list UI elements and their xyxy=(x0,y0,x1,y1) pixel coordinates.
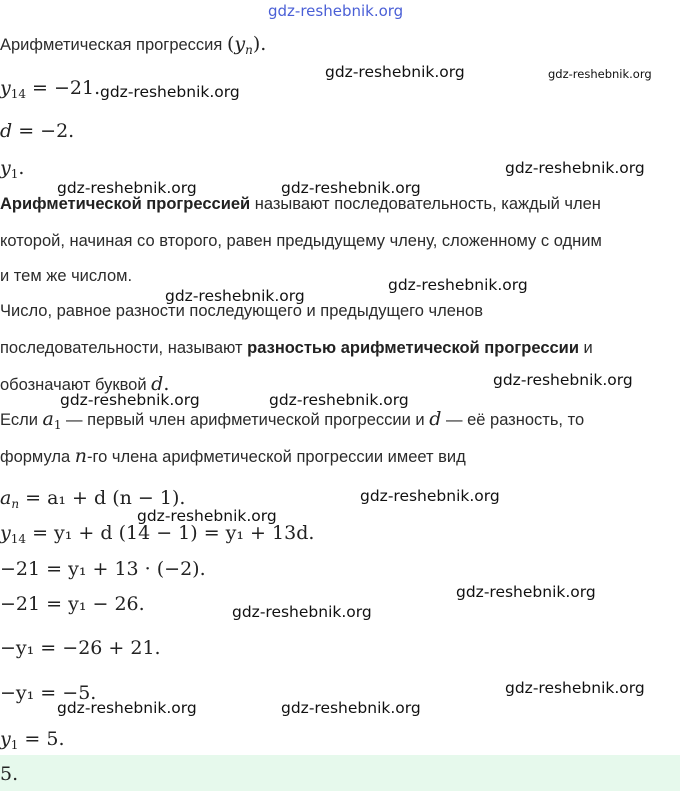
given-d xyxy=(0,120,74,142)
watermark: gdz-reshebnik.org xyxy=(456,583,596,601)
y1-sub: 1 xyxy=(10,167,19,181)
seq-sub: n xyxy=(245,43,253,57)
n-var: n xyxy=(74,445,87,467)
p3-pre: Если xyxy=(0,411,43,429)
step-1-rhs: = y₁ + d (14 − 1) = y₁ + 13d. xyxy=(32,522,315,544)
watermark: gdz-reshebnik.org xyxy=(57,179,197,197)
watermark: gdz-reshebnik.org xyxy=(505,159,645,177)
term-arithmetic-progression: Арифметической прогрессией xyxy=(0,195,251,213)
watermark: gdz-reshebnik.org xyxy=(232,603,372,621)
watermark: gdz-reshebnik.org xyxy=(388,276,528,294)
p2-l3-pre: обозначают буквой xyxy=(0,376,152,394)
watermark: gdz-reshebnik.org xyxy=(57,699,197,717)
answer-value: 5. xyxy=(0,763,19,785)
y14-sub: 14 xyxy=(10,87,27,101)
theory-p2-l3: обозначают буквой d. xyxy=(0,373,170,395)
p3-mid: — первый член арифметической прогрессии и xyxy=(61,411,430,429)
given-seq: $(y_n)$. xyxy=(226,33,267,57)
formula-rhs: = a₁ + d (n − 1). xyxy=(25,487,186,509)
y14-var: y xyxy=(0,77,11,99)
p1-rest: называют последовательность, каждый член xyxy=(250,195,601,213)
d-symbol: d xyxy=(429,408,442,430)
solution-step-2: −21 = y₁ + 13 · (−2). xyxy=(0,558,206,580)
answer-bar xyxy=(0,755,680,791)
theory-p2-l2 xyxy=(0,339,593,358)
theory-p2-l1: Число, равное разности последующего и предыдущего членов xyxy=(0,302,483,320)
watermark: gdz-reshebnik.org xyxy=(281,699,421,717)
d-rhs: = −2. xyxy=(12,120,75,142)
solution-step-5: −y₁ = −5. xyxy=(0,682,97,704)
watermark: gdz-reshebnik.org xyxy=(269,391,409,409)
p3-l2-pre: формула xyxy=(0,448,75,466)
watermark: gdz-reshebnik.org xyxy=(493,371,633,389)
watermark: gdz-reshebnik.org xyxy=(137,507,277,525)
given-intro xyxy=(0,33,266,57)
watermark: gdz-reshebnik.org xyxy=(60,391,200,409)
term-difference: разностью арифметической прогрессии xyxy=(247,339,579,357)
solution-step-6: $y_1 = 5$. xyxy=(0,728,65,752)
given-intro-text: Арифметическая прогрессия xyxy=(0,36,223,54)
a1-symbol: $a_1$ xyxy=(42,408,62,432)
watermark: gdz-reshebnik.org xyxy=(505,679,645,697)
given-y1 xyxy=(0,157,24,181)
watermark: gdz-reshebnik.org xyxy=(165,287,305,305)
given-y14 xyxy=(0,77,100,101)
d-var: d xyxy=(0,120,13,142)
theory-p1-l3: и тем же числом. xyxy=(0,267,133,285)
step-6-rhs: = 5. xyxy=(24,728,65,750)
p3-post: — её разность, то xyxy=(441,411,585,429)
p2-d-var: d xyxy=(151,373,164,395)
y1-rhs: . xyxy=(18,157,25,179)
watermark: gdz-reshebnik.org xyxy=(100,83,240,101)
solution-step-4: −y₁ = −26 + 21. xyxy=(0,637,161,659)
theory-p3-l2 xyxy=(0,445,466,467)
solution-formula: $a_n = a_1 + d$ (n − 1). xyxy=(0,487,186,511)
watermark: gdz-reshebnik.org xyxy=(548,67,652,81)
p2-l2-post: и xyxy=(578,339,593,357)
watermark: gdz-reshebnik.org xyxy=(325,63,465,81)
theory-p1-l2: которой, начиная со второго, равен предыдущему члену, сложенному с одним xyxy=(0,232,602,250)
theory-p1-l1 xyxy=(0,195,601,214)
y1-var: y xyxy=(0,157,11,179)
solution-step-3: −21 = y₁ − 26. xyxy=(0,593,145,615)
watermark-top: gdz-reshebnik.org xyxy=(268,2,404,20)
watermark: gdz-reshebnik.org xyxy=(281,179,421,197)
y14-rhs: = −21. xyxy=(26,77,101,99)
p3-l2-post: -го члена арифметической прогрессии имеет вид xyxy=(86,448,466,466)
solution-step-1: $y_{14} = y_1 + d$ (14 − 1) = y₁ + 13d. xyxy=(0,522,315,546)
p2-l2-pre: последовательности, называют xyxy=(0,339,248,357)
watermark: gdz-reshebnik.org xyxy=(360,487,500,505)
theory-p3-l1 xyxy=(0,408,584,432)
seq-var: y xyxy=(234,33,246,55)
